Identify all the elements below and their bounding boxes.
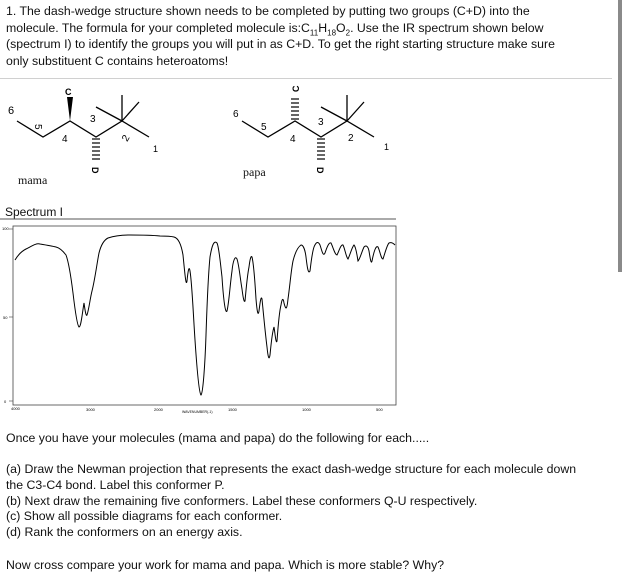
spectrum-x-tick-3000: 3000 — [86, 407, 95, 412]
papa-c2-label: 2 — [348, 133, 354, 144]
spectrum-x-tick-1000: 1000 — [302, 407, 311, 412]
papa-c3-label: 3 — [318, 117, 324, 128]
instructions-list — [6, 462, 576, 541]
mama-c6-label: 6 — [8, 105, 15, 117]
spectrum-x-tick-4000: 4000 — [11, 406, 20, 411]
spectrum-y-tick-100: 100 — [2, 226, 9, 231]
mama-c4-label: 4 — [62, 134, 68, 145]
final-question: Now cross compare your work for mama and papa. Which is more stable? Why? — [6, 558, 445, 572]
papa-group-d-label: D — [315, 167, 325, 174]
molecular-formula: $C_{11}H_{18}O_2$. — [301, 20, 354, 38]
spectrum-x-axis-label: WAVENUMBER(-1) — [182, 410, 213, 414]
instruction-c: (c) Show all possible diagrams for each conformer. — [6, 509, 283, 524]
spectrum-y-axis-ticks — [9, 229, 13, 401]
spectrum-x-tick-2000: 2000 — [154, 407, 163, 412]
spectrum-y-tick-50: 50 — [3, 315, 8, 320]
mama-skeleton — [17, 95, 149, 137]
spectrum-x-tick-1500: 1500 — [228, 407, 237, 412]
papa-group-c-label: C — [291, 85, 301, 92]
mama-c1-label: 1 — [153, 144, 159, 154]
question-line-4: only substituent C contains heteroatoms! — [6, 53, 229, 68]
instruction-b: (b) Next draw the remaining five conformers. Label these conformers Q-U respectively. — [6, 493, 478, 508]
ir-spectrum-chart — [0, 215, 420, 425]
ir-spectrum-trace — [15, 235, 395, 395]
spectrum-plot-frame — [13, 226, 396, 405]
mama-c3-label: 3 — [90, 114, 96, 125]
spectrum-x-tick-500: 500 — [376, 407, 383, 412]
instructions-intro: Once you have your molecules (mama and papa) do the following for each..... — [6, 431, 430, 445]
instruction-a-line-1: (a) Draw the Newman projection that represents the exact dash-wedge structure for each molecule down — [6, 462, 577, 476]
papa-c4-label: 4 — [290, 134, 296, 145]
papa-name-label: papa — [243, 165, 266, 179]
mama-group-c-label: C — [65, 87, 72, 97]
papa-lower-dash-bond — [317, 139, 325, 159]
mama-group-d-label: D — [90, 167, 100, 174]
spectrum-title: Spectrum I — [5, 205, 64, 219]
mama-c2-label: 2 — [120, 133, 133, 144]
mama-wedge-bond — [67, 97, 73, 121]
question-line-1: 1. The dash-wedge structure shown needs to be completed by putting two groups (C+D) into the — [6, 4, 530, 18]
papa-c1-label: 1 — [384, 142, 390, 152]
mama-dash-bond — [92, 139, 100, 159]
papa-c6-label: 6 — [233, 109, 239, 120]
molecule-structures — [0, 0, 623, 200]
instruction-a-line-2: the C3-C4 bond. Label this conformer P. — [6, 477, 225, 492]
question-line-3: (spectrum I) to identify the groups you will put in as C+D. To get the right starting structure make sure — [6, 37, 555, 52]
spectrum-y-tick-0: 0 — [4, 399, 7, 404]
instruction-d: (d) Rank the conformers on an energy axis. — [6, 525, 243, 540]
mama-c5-label: 5 — [32, 124, 43, 130]
papa-dash-bond — [291, 99, 299, 119]
mama-name-label: mama — [18, 173, 48, 187]
question-line-2: molecule. The formula for your completed molecule $is:C_{11}H_{18}O_2$. Use the IR spectrum shown below — [6, 20, 544, 38]
papa-c5-label: 5 — [261, 122, 267, 133]
